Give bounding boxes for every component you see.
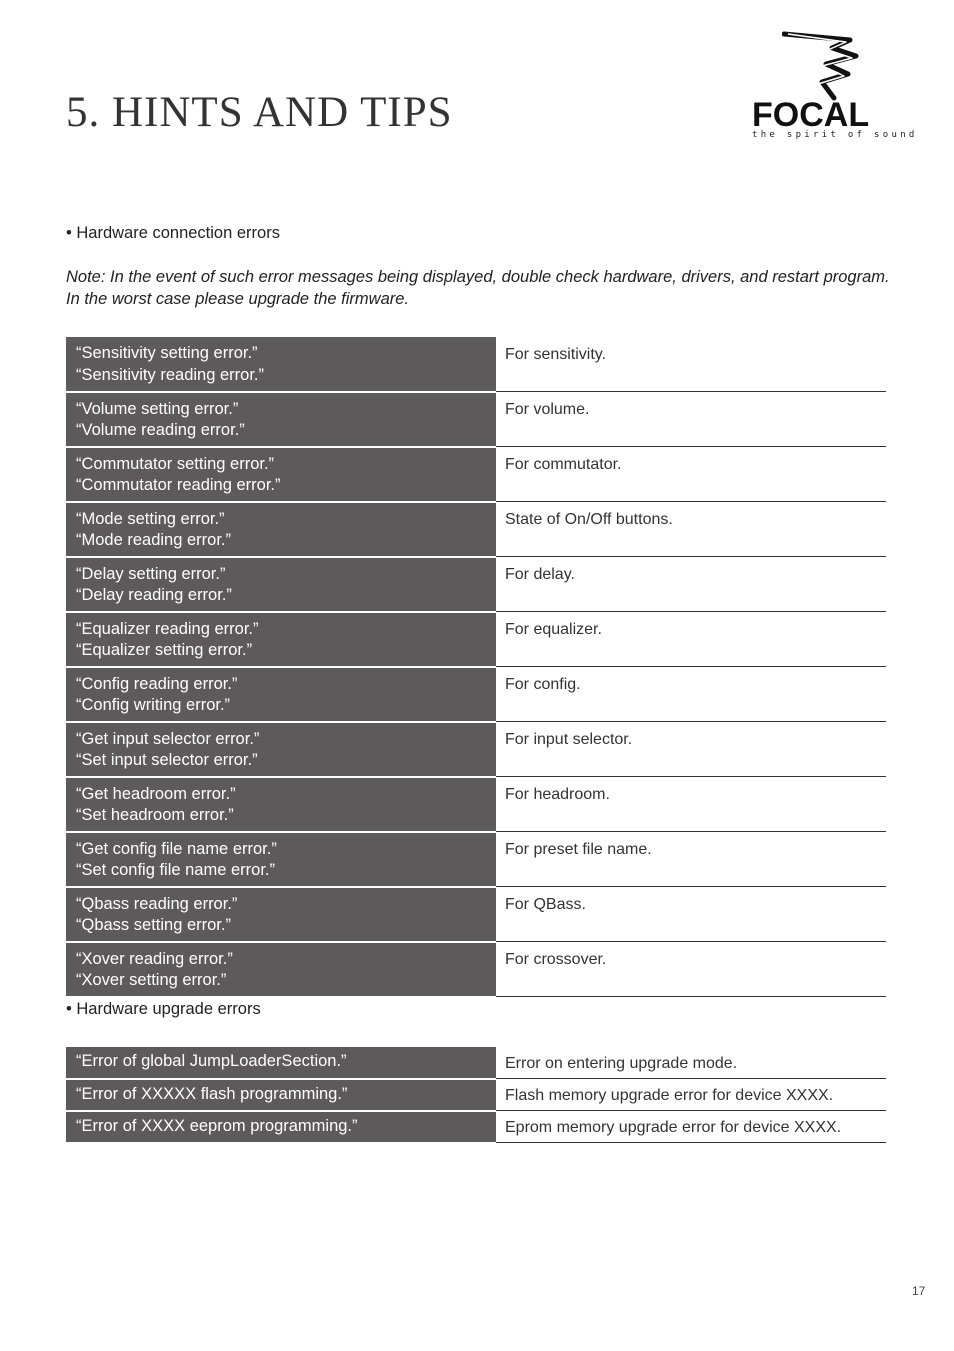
error-message-line: “Commutator setting error.” bbox=[76, 454, 275, 473]
error-message-line: “Set config file name error.” bbox=[76, 861, 275, 879]
error-message-line: “Mode reading error.” bbox=[76, 531, 231, 549]
error-description-cell: Flash memory upgrade error for device XXXX. bbox=[496, 1079, 886, 1111]
error-message-line: “Set input selector error.” bbox=[76, 751, 258, 769]
table-row bbox=[66, 887, 886, 942]
table-row bbox=[66, 502, 886, 557]
table-row bbox=[66, 337, 886, 392]
error-description-cell: Error on entering upgrade mode. bbox=[496, 1047, 886, 1079]
error-message-line: “Sensitivity reading error.” bbox=[76, 365, 264, 384]
error-message-line: “Equalizer reading error.” bbox=[76, 619, 259, 638]
error-message-line: “Get config file name error.” bbox=[76, 839, 277, 858]
error-message-cell bbox=[66, 392, 496, 447]
error-message-cell bbox=[66, 667, 496, 722]
error-description-cell: For delay. bbox=[496, 557, 886, 612]
table-row bbox=[66, 447, 886, 502]
error-message-line: “Xover setting error.” bbox=[76, 971, 227, 989]
table-row bbox=[66, 1047, 886, 1079]
section-heading-upgrade: • Hardware upgrade errors bbox=[66, 1000, 261, 1018]
connection-errors-table bbox=[66, 337, 886, 998]
table-row bbox=[66, 1079, 886, 1111]
error-message-line: “Get headroom error.” bbox=[76, 784, 236, 803]
table-row bbox=[66, 612, 886, 667]
swirl-icon bbox=[782, 30, 862, 102]
error-description-cell: For commutator. bbox=[496, 447, 886, 502]
error-message-cell bbox=[66, 557, 496, 612]
error-message-line: “Xover reading error.” bbox=[76, 949, 233, 968]
focal-logo bbox=[752, 30, 918, 142]
error-message-line: “Config reading error.” bbox=[76, 674, 238, 693]
logo-wordmark: FOCAL bbox=[752, 96, 870, 134]
error-message-line: “Commutator reading error.” bbox=[76, 476, 281, 494]
error-message-cell bbox=[66, 887, 496, 942]
error-message-cell bbox=[66, 942, 496, 997]
error-message-cell: “Error of global JumpLoaderSection.” bbox=[66, 1047, 496, 1079]
error-message-line: “Qbass setting error.” bbox=[76, 916, 231, 934]
error-message-cell bbox=[66, 832, 496, 887]
error-message-cell bbox=[66, 447, 496, 502]
error-description-cell: For QBass. bbox=[496, 887, 886, 942]
error-message-line: “Delay setting error.” bbox=[76, 564, 226, 583]
error-message-line: “Qbass reading error.” bbox=[76, 894, 238, 913]
table-row bbox=[66, 942, 886, 997]
error-message-cell bbox=[66, 337, 496, 392]
error-description-cell: For headroom. bbox=[496, 777, 886, 832]
error-message-cell: “Error of XXXXX flash programming.” bbox=[66, 1079, 496, 1111]
table-row bbox=[66, 1111, 886, 1143]
error-description-cell: For input selector. bbox=[496, 722, 886, 777]
error-message-line: “Set headroom error.” bbox=[76, 806, 234, 824]
note-text: Note: In the event of such error messages being displayed, double check hardware, drivers, and restart program. In the worst case please upgrade the firmware. bbox=[66, 268, 890, 308]
error-message-line: “Mode setting error.” bbox=[76, 509, 225, 528]
error-message-cell bbox=[66, 722, 496, 777]
error-description-cell: For volume. bbox=[496, 392, 886, 447]
error-description-cell: For equalizer. bbox=[496, 612, 886, 667]
error-description-cell: For sensitivity. bbox=[496, 337, 886, 392]
error-message-line: “Get input selector error.” bbox=[76, 729, 260, 748]
table-row bbox=[66, 557, 886, 612]
error-description-cell: For crossover. bbox=[496, 942, 886, 997]
upgrade-errors-table bbox=[66, 1047, 886, 1144]
error-message-cell bbox=[66, 777, 496, 832]
error-description-cell: For preset file name. bbox=[496, 832, 886, 887]
section-heading-connection: • Hardware connection errors bbox=[66, 224, 280, 242]
error-description-cell: State of On/Off buttons. bbox=[496, 502, 886, 557]
page-title: 5. HINTS AND TIPS bbox=[66, 89, 453, 136]
error-message-line: “Sensitivity setting error.” bbox=[76, 344, 258, 362]
error-description-cell: Eprom memory upgrade error for device XXXX. bbox=[496, 1111, 886, 1143]
error-message-line: “Volume setting error.” bbox=[76, 399, 239, 418]
table-row bbox=[66, 722, 886, 777]
table-row bbox=[66, 667, 886, 722]
error-message-line: “Volume reading error.” bbox=[76, 421, 245, 439]
error-message-cell: “Error of XXXX eeprom programming.” bbox=[66, 1111, 496, 1143]
error-message-cell bbox=[66, 502, 496, 557]
error-message-line: “Equalizer setting error.” bbox=[76, 641, 253, 659]
table-row bbox=[66, 832, 886, 887]
logo-tagline: the spirit of sound bbox=[752, 130, 918, 140]
error-message-line: “Delay reading error.” bbox=[76, 586, 232, 604]
page-number: 17 bbox=[912, 1284, 926, 1298]
table-row bbox=[66, 392, 886, 447]
table-row bbox=[66, 777, 886, 832]
error-message-line: “Config writing error.” bbox=[76, 696, 231, 714]
error-message-cell bbox=[66, 612, 496, 667]
error-description-cell: For config. bbox=[496, 667, 886, 722]
